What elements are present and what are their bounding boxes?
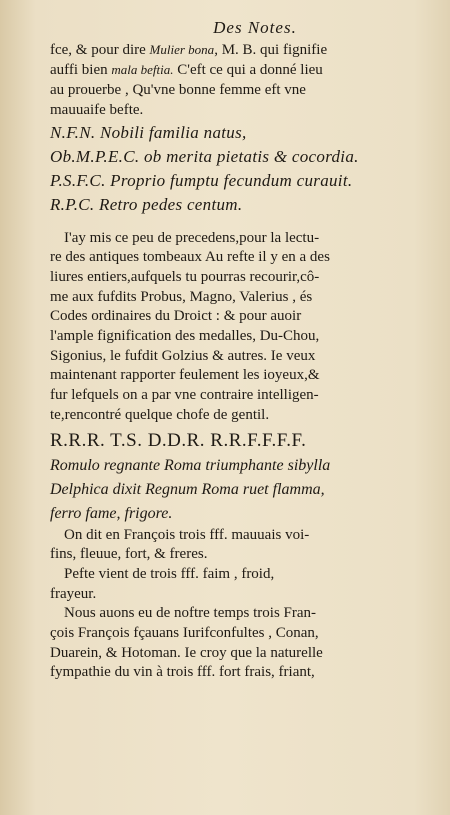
italic-run: Mulier bona: [149, 41, 215, 57]
para-1-line-1: [50, 40, 430, 61]
para-4-line: Pefte vient de trois fff. faim , froid,: [64, 565, 275, 582]
para-3-line: On dit en François trois fff. mauuais voi-: [64, 526, 310, 543]
para-1-line-3: au prouerbe , Qu'vne bonne femme eft vne: [50, 82, 306, 99]
latin-line: ferro fame, frigore.: [50, 504, 173, 522]
para-5-line: fympathie du vin à trois fff. fort frais, friant,: [50, 664, 315, 681]
para-5-line: Nous auons eu de noftre temps trois Fran-: [64, 605, 317, 622]
para-2-line: me aux fufdits Probus, Magno, Valerius , és: [50, 288, 313, 305]
latin-line: Romulo regnante Roma triumphante sibylla: [50, 456, 331, 474]
para-1-line-2: [50, 60, 430, 81]
latin-line: Delphica dixit Regnum Roma ruet flamma,: [50, 480, 325, 498]
text-run: fce, & pour dire: [50, 41, 150, 58]
para-2-line: liures entiers,aufquels tu pourras recourir,cô-: [50, 268, 320, 285]
para-2-line: Sigonius, le fufdit Golzius & autres. Ie veux: [50, 347, 316, 364]
italic-run: mala beftia.: [111, 62, 174, 78]
abbreviation-line: Ob.M.P.E.C. ob merita pietatis & cocordia.: [50, 146, 359, 166]
abbreviation-line: N.F.N. Nobili familia natus,: [50, 122, 247, 142]
para-4-line: frayeur.: [50, 585, 97, 602]
spacer: [50, 217, 430, 229]
para-2-line: re des antiques tombeaux Au refte il y en a des: [50, 249, 330, 266]
para-2-line: fur lefquels on a par vne contraire intelligen-: [50, 387, 319, 404]
text-run: C'eft ce qui a donné lieu: [173, 62, 323, 79]
abbreviation-line: P.S.F.C. Proprio fumptu fecundum curauit.: [50, 170, 353, 190]
para-5-line: Duarein, & Hotoman. Ie croy que la naturelle: [50, 644, 323, 661]
para-2-line: I'ay mis ce peu de precedens,pour la lectu-: [64, 229, 320, 246]
para-2-line: maintenant rapporter feulement les ioyeux,&: [50, 367, 320, 384]
para-5-line: çois François fçauans Iurifconfultes , Conan,: [50, 625, 319, 642]
abbreviation-line: R.P.C. Retro pedes centum.: [50, 194, 243, 214]
page-text: [50, 18, 430, 683]
abbreviation-rr-line: R.R.R. T.S. D.D.R. R.R.F.F.F.F.: [50, 429, 307, 451]
para-2-line: l'ample fignification des medalles, Du-Chou,: [50, 328, 320, 345]
text-run: auffi bien: [50, 62, 112, 79]
para-3-line: fins, fleuue, fort, & freres.: [50, 546, 208, 563]
para-2-line: te,rencontré quelque chofe de gentil.: [50, 406, 270, 423]
running-header: Des Notes.: [213, 18, 297, 37]
text-run: , M. B. qui fignifie: [214, 41, 328, 58]
para-1-line-4: mauuaife befte.: [50, 101, 144, 118]
para-2-line: Codes ordinaires du Droict : & pour auoir: [50, 308, 302, 325]
